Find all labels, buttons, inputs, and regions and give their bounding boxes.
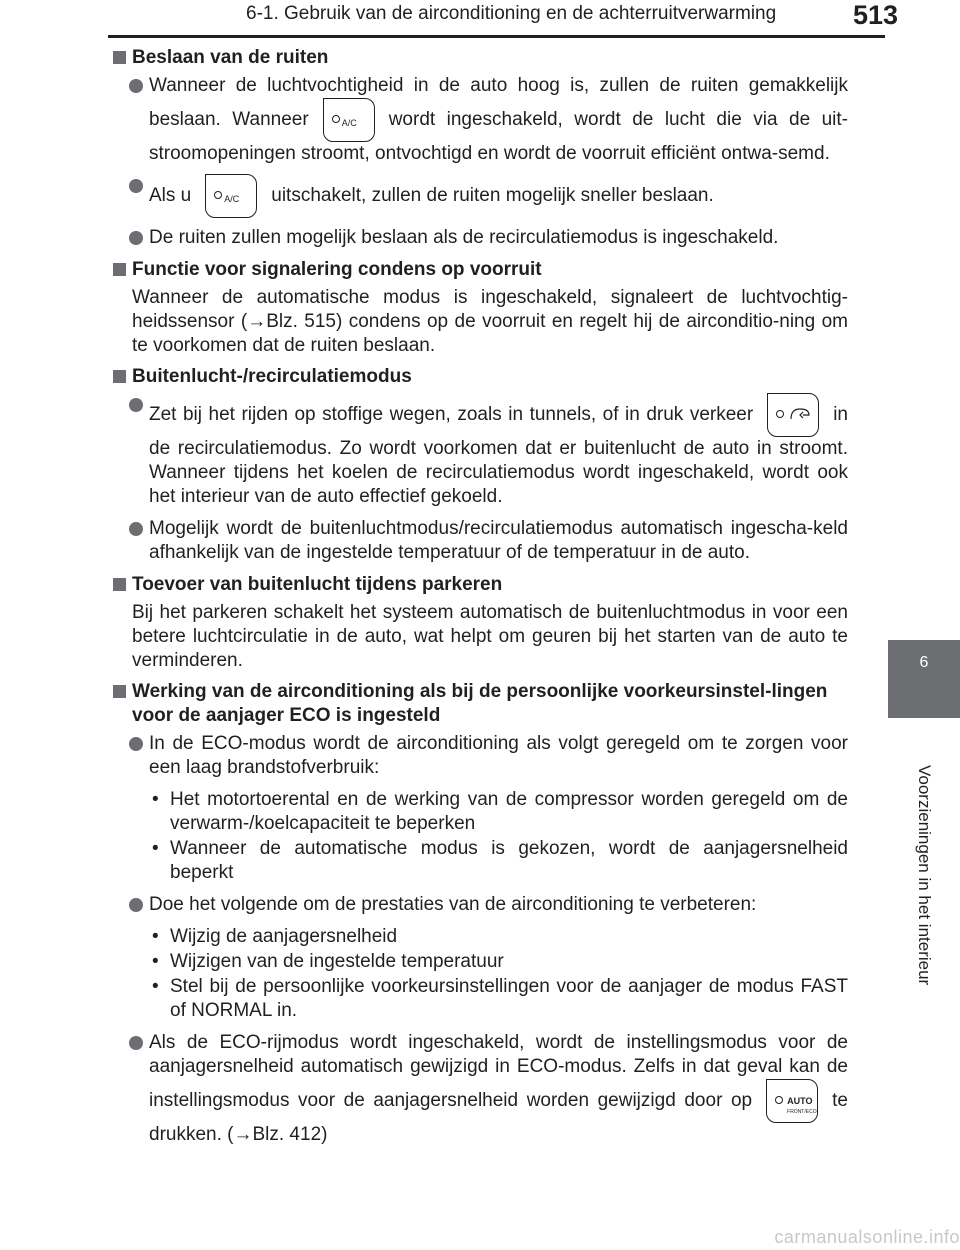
section-square-icon [113, 370, 126, 383]
bullet-dot-icon [129, 898, 143, 912]
section-body: Bij het parkeren schakelt het systeem automatisch de buitenluchtmodus in voor een betere luchtcirculatie in de auto, wat helpt om geuren bij het starten van de auto te verminderen. [132, 602, 848, 671]
section-square-icon [113, 685, 126, 698]
sub-list-item: • Stel bij de persoonlijke voorkeursinstellingen voor de aanjager de modus FAST of NORMAL in. [152, 976, 848, 1021]
bullet-dot-icon [129, 79, 143, 93]
bullet-dot-icon [129, 398, 143, 412]
section-title: Buitenlucht-/recirculatiemodus [132, 366, 412, 387]
section-parkeren [108, 573, 848, 673]
chapter-number: 6 [919, 654, 929, 671]
bullet-point-icon: • [152, 789, 159, 810]
section-condens [108, 258, 848, 358]
bullet-dot-icon [129, 231, 143, 245]
bullet-dot-icon [129, 737, 143, 751]
section-beslaan [108, 46, 848, 250]
list-item: Wanneer de luchtvochtigheid in de auto hoog is, zullen de ruiten gemakkelijk beslaan. Wanneer A/C wordt ingeschakeld, wordt de lucht die via de uit-stroomopeningen stroomt, ontvochtigd en wordt de voorruit efficiënt ontwa-semd. [108, 74, 848, 166]
list-item: Mogelijk wordt de buitenluchtmodus/recirculatiemodus automatisch ingescha-keld afhankelijk van de ingestelde temperatuur of de temperatuur in de auto. [108, 517, 848, 565]
sub-list-item: • Wijzig de aanjagersnelheid [152, 926, 398, 947]
list-item: Doe het volgende om de prestaties van de airconditioning te verbeteren: [108, 893, 848, 917]
bullet-point-icon: • [152, 951, 159, 972]
section-recirculatie [108, 365, 848, 565]
bullet-dot-icon [129, 522, 143, 536]
header-rule [108, 35, 885, 38]
ac-button-icon: A/C [323, 98, 375, 142]
auto-button-icon: AUTO FRONT/ECO [766, 1079, 818, 1123]
sub-list-item: • Wanneer de automatische modus is gekozen, wordt de aanjagersnelheid beperkt [152, 838, 848, 883]
section-title: Toevoer van buitenlucht tijdens parkeren [132, 574, 503, 595]
section-body: Wanneer de automatische modus is ingeschakeld, signaleert de luchtvochtig-heidssensor (→Blz. 515) condens op de voorruit en regelt hij de airconditio-ning om te voorkomen dat de ruiten beslaan. [132, 287, 848, 356]
list-item: Als de ECO-rijmodus wordt ingeschakeld, wordt de instellingsmodus voor de aanjagersnelheid automatisch gewijzigd in ECO-modus. Zelfs in dat geval kan de instellingsmodus voor de aanjagersnelheid worden gewijzigd door op AUTO FRONT/ECO te drukken. (→Blz. 412) [108, 1031, 848, 1147]
bullet-dot-icon [129, 1036, 143, 1050]
header-title: 6-1. Gebruik van de airconditioning en de achterruitverwarming [246, 3, 777, 24]
section-square-icon [113, 578, 126, 591]
bullet-dot-icon [129, 179, 143, 193]
page-number: 513 [852, 0, 898, 30]
watermark: carmanualsonline.info [774, 1227, 960, 1247]
section-square-icon [113, 263, 126, 276]
list-item: Zet bij het rijden op stoffige wegen, zoals in tunnels, of in druk verkeer in de recirculatiemodus. Zo wordt voorkomen dat er buitenlucht de auto in stroomt. Wanneer tijdens het koelen de recirculatiemodus wordt ingeschakeld, wordt ook het interieur van de auto effectief gekoeld. [108, 393, 848, 509]
section-square-icon [113, 51, 126, 64]
chapter-side-label: Voorzieningen in het interieur [915, 765, 934, 986]
page-content [108, 46, 848, 1155]
section-title: Werking van de airconditioning als bij de persoonlijke voorkeursinstel-lingen voor de aanjager ECO is ingesteld [132, 681, 828, 726]
bullet-point-icon: • [152, 838, 159, 859]
recirculation-button-icon [767, 393, 819, 437]
list-item: In de ECO-modus wordt de airconditioning als volgt geregeld om te zorgen voor een laag brandstofverbruik: [108, 732, 848, 780]
sub-list-item: • Wijzigen van de ingestelde temperatuur [152, 951, 504, 972]
chapter-tab [888, 640, 960, 718]
ac-button-icon: A/C [205, 174, 257, 218]
section-title: Beslaan van de ruiten [132, 47, 329, 68]
sub-list-item: • Het motortoerental en de werking van de compressor worden geregeld om de verwarm-/koelcapaciteit te beperken [152, 789, 848, 834]
section-eco [108, 680, 848, 1147]
recirculation-arrow-icon [788, 406, 812, 422]
list-item: Als u A/C uitschakelt, zullen de ruiten mogelijk sneller beslaan. [108, 174, 848, 218]
bullet-point-icon: • [152, 976, 159, 997]
list-item: De ruiten zullen mogelijk beslaan als de recirculatiemodus is ingeschakeld. [108, 226, 848, 250]
bullet-point-icon: • [152, 926, 159, 947]
section-title: Functie voor signalering condens op voorruit [132, 259, 542, 280]
